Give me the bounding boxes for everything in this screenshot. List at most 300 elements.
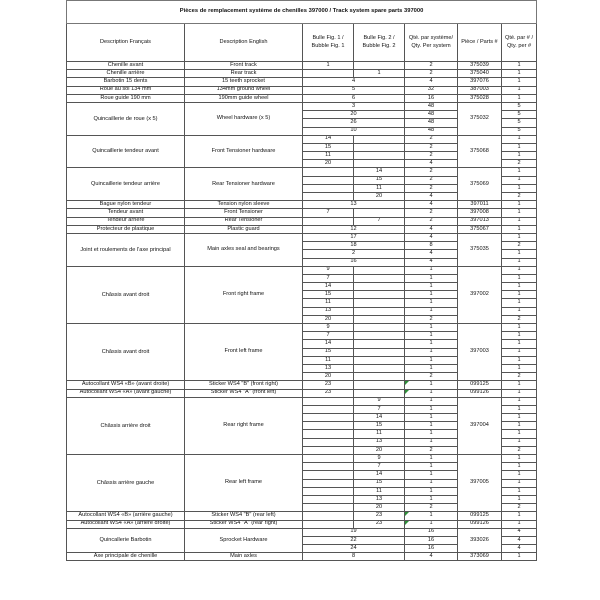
qty-per-system: 4: [405, 258, 458, 266]
description-fr: Châssis arrière gauche: [67, 455, 185, 512]
bubble-fig1: 20: [303, 373, 354, 381]
bubble-fig2: 20: [354, 446, 405, 454]
part-number: 397005: [458, 455, 502, 512]
bubble-fig2: 14: [354, 414, 405, 422]
table-row: [67, 553, 537, 561]
table-row: [67, 102, 537, 110]
bubble-both-figs: 18: [303, 242, 405, 250]
qty-per-system: 1: [405, 389, 458, 397]
bubble-fig2: [354, 315, 405, 323]
table-row: [67, 233, 537, 241]
qty-per-system: 1: [405, 299, 458, 307]
bubble-both-figs: 5: [303, 86, 405, 94]
qty-per-part: 1: [502, 479, 537, 487]
qty-per-part: 2: [502, 193, 537, 201]
description-fr: Autocollant WS4 «A» (arrière droite): [67, 520, 185, 528]
header-description-en: Description English: [185, 24, 303, 62]
bubble-fig2: 23: [354, 520, 405, 528]
bubble-fig2: [354, 307, 405, 315]
qty-per-system: 1: [405, 438, 458, 446]
table-row: [67, 381, 537, 389]
qty-per-part: 2: [502, 242, 537, 250]
bubble-fig1: [303, 463, 354, 471]
qty-per-system: 1: [405, 405, 458, 413]
bubble-fig1: [303, 471, 354, 479]
description-en: Front left frame: [185, 324, 303, 381]
qty-per-system: 2: [405, 217, 458, 225]
table-title: Pièces de remplacement système de chenilles 397000 / Track system spare parts 397000: [67, 1, 537, 24]
description-en: Plastic guard: [185, 225, 303, 233]
qty-per-system: 2: [405, 315, 458, 323]
table-row: [67, 78, 537, 86]
bubble-fig1: [303, 504, 354, 512]
description-en: Rear left frame: [185, 455, 303, 512]
bubble-both-figs: 17: [303, 233, 405, 241]
bubble-fig2: [354, 381, 405, 389]
qty-per-system: 2: [405, 135, 458, 143]
qty-per-part: 1: [502, 414, 537, 422]
qty-per-part: 2: [502, 446, 537, 454]
table-row: [67, 209, 537, 217]
description-fr: Roue au sol 134 mm: [67, 86, 185, 94]
bubble-fig1: [303, 405, 354, 413]
bubble-fig2: [354, 348, 405, 356]
bubble-fig2: [354, 340, 405, 348]
description-en: Sticker WS4 "B" (front right): [185, 381, 303, 389]
table-row: [67, 455, 537, 463]
qty-per-system: 4: [405, 233, 458, 241]
qty-per-part: 1: [502, 274, 537, 282]
qty-per-part: 4: [502, 528, 537, 536]
bubble-fig1: 13: [303, 307, 354, 315]
qty-per-system: 48: [405, 111, 458, 119]
table-row: [67, 266, 537, 274]
bubble-fig1: 11: [303, 356, 354, 364]
header-description-fr: Description Français: [67, 24, 185, 62]
qty-per-part: 5: [502, 102, 537, 110]
bubble-fig1: 20: [303, 315, 354, 323]
description-fr: Joint et roulements de l'axe principal: [67, 233, 185, 266]
qty-per-system: 4: [405, 193, 458, 201]
bubble-fig2: 1: [354, 70, 405, 78]
bubble-fig2: [354, 274, 405, 282]
table-row: [67, 201, 537, 209]
header-qty-per-system: Qté. par système/ Qty. Per system: [405, 24, 458, 62]
qty-per-part: 1: [502, 135, 537, 143]
qty-per-part: 1: [502, 463, 537, 471]
table-row: [67, 225, 537, 233]
qty-per-part: 1: [502, 176, 537, 184]
description-fr: Châssis avant droit: [67, 266, 185, 323]
qty-per-system: 1: [405, 274, 458, 282]
header-bubble-fig1: Bulle Fig. 1 / Bubble Fig. 1: [303, 24, 354, 62]
qty-per-part: 1: [502, 250, 537, 258]
bubble-both-figs: 8: [303, 553, 405, 561]
bubble-both-figs: 3: [303, 102, 405, 110]
bubble-fig1: [303, 455, 354, 463]
qty-per-part: 1: [502, 455, 537, 463]
qty-per-part: 1: [502, 217, 537, 225]
qty-per-system: 1: [405, 430, 458, 438]
qty-per-part: 1: [502, 184, 537, 192]
qty-per-part: 1: [502, 422, 537, 430]
bubble-fig1: 11: [303, 152, 354, 160]
header-qty-per-part: Qté. par # / Qty. per #: [502, 24, 537, 62]
qty-per-part: 1: [502, 356, 537, 364]
qty-per-system: 1: [405, 479, 458, 487]
description-en: Tension nylon sleeve: [185, 201, 303, 209]
bubble-fig1: 13: [303, 364, 354, 372]
qty-per-system: 1: [405, 414, 458, 422]
table-row: [67, 324, 537, 332]
qty-per-part: 1: [502, 233, 537, 241]
part-number: 375032: [458, 102, 502, 135]
qty-per-part: 5: [502, 119, 537, 127]
qty-per-part: 1: [502, 397, 537, 405]
part-number: 375039: [458, 62, 502, 70]
bubble-fig2: [354, 299, 405, 307]
part-number: 375067: [458, 225, 502, 233]
bubble-fig2: [354, 209, 405, 217]
bubble-fig2: 14: [354, 168, 405, 176]
qty-per-system: 1: [405, 455, 458, 463]
qty-per-part: 1: [502, 143, 537, 151]
bubble-fig2: [354, 373, 405, 381]
qty-per-system: 1: [405, 291, 458, 299]
qty-per-system: 2: [405, 143, 458, 151]
part-number: 099125: [458, 381, 502, 389]
qty-per-part: 1: [502, 283, 537, 291]
qty-per-part: 1: [502, 94, 537, 102]
header-bubble-fig2: Bulle Fig. 2 / Bubble Fig. 2: [354, 24, 405, 62]
bubble-fig1: [303, 479, 354, 487]
description-fr: Tendeur avant: [67, 209, 185, 217]
qty-per-system: 2: [405, 62, 458, 70]
qty-per-system: 48: [405, 127, 458, 135]
part-number: 375068: [458, 135, 502, 168]
qty-per-part: 1: [502, 78, 537, 86]
bubble-fig2: 20: [354, 193, 405, 201]
table-header-row: [67, 24, 537, 62]
part-number: 393026: [458, 528, 502, 553]
qty-per-part: 2: [502, 373, 537, 381]
bubble-fig1: 23: [303, 381, 354, 389]
table-row: [67, 528, 537, 536]
bubble-fig2: 7: [354, 463, 405, 471]
bubble-fig1: [303, 414, 354, 422]
qty-per-part: 4: [502, 545, 537, 553]
qty-per-part: 1: [502, 487, 537, 495]
qty-per-part: 1: [502, 520, 537, 528]
part-number: 397011: [458, 201, 502, 209]
qty-per-system: 4: [405, 201, 458, 209]
qty-per-system: 16: [405, 94, 458, 102]
description-fr: Protecteur de plastique: [67, 225, 185, 233]
bubble-fig1: 14: [303, 135, 354, 143]
description-en: Sticker WS4 "A" (rear right): [185, 520, 303, 528]
qty-per-part: 1: [502, 430, 537, 438]
qty-per-system: 2: [405, 446, 458, 454]
bubble-fig2: 13: [354, 495, 405, 503]
bubble-fig2: 15: [354, 479, 405, 487]
qty-per-part: 1: [502, 438, 537, 446]
qty-per-system: 1: [405, 381, 458, 389]
part-number: 375028: [458, 94, 502, 102]
qty-per-part: 1: [502, 324, 537, 332]
qty-per-system: 16: [405, 528, 458, 536]
qty-per-part: 2: [502, 504, 537, 512]
qty-per-system: 16: [405, 545, 458, 553]
bubble-fig1: 11: [303, 299, 354, 307]
qty-per-part: 1: [502, 299, 537, 307]
part-number: 397008: [458, 209, 502, 217]
description-en: Main axles: [185, 553, 303, 561]
bubble-fig2: 15: [354, 422, 405, 430]
description-fr: Quincaillerie tendeur arrière: [67, 168, 185, 201]
part-number: 397013: [458, 217, 502, 225]
bubble-both-figs: 26: [303, 119, 405, 127]
qty-per-system: 1: [405, 397, 458, 405]
bubble-fig2: [354, 62, 405, 70]
part-number: 397003: [458, 324, 502, 381]
bubble-fig2: [354, 332, 405, 340]
bubble-fig1: 20: [303, 160, 354, 168]
bubble-fig2: 11: [354, 430, 405, 438]
bubble-fig1: [303, 495, 354, 503]
qty-per-system: 1: [405, 283, 458, 291]
bubble-both-figs: 2: [303, 250, 405, 258]
qty-per-system: 1: [405, 364, 458, 372]
qty-per-part: 1: [502, 225, 537, 233]
qty-per-system: 8: [405, 242, 458, 250]
bubble-fig1: 1: [303, 62, 354, 70]
bubble-fig1: [303, 193, 354, 201]
qty-per-part: 1: [502, 332, 537, 340]
description-fr: Chenille avant: [67, 62, 185, 70]
qty-per-system: 1: [405, 422, 458, 430]
bubble-fig1: 14: [303, 283, 354, 291]
description-en: 134mm ground wheel: [185, 86, 303, 94]
description-en: Front Tensioner hardware: [185, 135, 303, 168]
qty-per-part: 5: [502, 127, 537, 135]
qty-per-part: 1: [502, 364, 537, 372]
table-row: [67, 512, 537, 520]
part-number: 375040: [458, 70, 502, 78]
bubble-fig1: [303, 446, 354, 454]
qty-per-part: 1: [502, 348, 537, 356]
table-row: [67, 86, 537, 94]
bubble-fig2: [354, 389, 405, 397]
qty-per-part: 1: [502, 512, 537, 520]
description-en: Front right frame: [185, 266, 303, 323]
qty-per-part: 1: [502, 201, 537, 209]
table-row: [67, 62, 537, 70]
bubble-fig2: 14: [354, 471, 405, 479]
bubble-fig1: [303, 430, 354, 438]
description-en: Front Tensioner: [185, 209, 303, 217]
part-number: 375035: [458, 233, 502, 266]
bubble-both-figs: 10: [303, 127, 405, 135]
description-en: 15 teeth sprocket: [185, 78, 303, 86]
description-fr: Autocollant WS4 «B» (arrière gauche): [67, 512, 185, 520]
bubble-fig1: 23: [303, 389, 354, 397]
bubble-fig1: [303, 168, 354, 176]
description-fr: Tendeur arrière: [67, 217, 185, 225]
qty-per-part: 1: [502, 209, 537, 217]
qty-per-part: 1: [502, 168, 537, 176]
description-en: Rear Tensioner: [185, 217, 303, 225]
bubble-fig2: 11: [354, 487, 405, 495]
spare-parts-table: [66, 0, 537, 561]
header-part-number: Pièce / Parts #: [458, 24, 502, 62]
table-row: [67, 217, 537, 225]
qty-per-system: 1: [405, 495, 458, 503]
description-en: Wheel hardware (x 5): [185, 102, 303, 135]
qty-per-system: 2: [405, 504, 458, 512]
table-row: [67, 397, 537, 405]
qty-per-system: 4: [405, 250, 458, 258]
spare-parts-sheet: [66, 0, 536, 561]
description-en: Main axles seal and bearings: [185, 233, 303, 266]
qty-per-system: 1: [405, 512, 458, 520]
bubble-fig2: [354, 291, 405, 299]
table-row: [67, 135, 537, 143]
qty-per-part: 4: [502, 536, 537, 544]
qty-per-system: 1: [405, 520, 458, 528]
bubble-both-figs: 19: [303, 528, 405, 536]
qty-per-system: 1: [405, 463, 458, 471]
bubble-fig2: [354, 143, 405, 151]
bubble-fig1: 15: [303, 143, 354, 151]
description-fr: Quincallerie Barbotin: [67, 528, 185, 553]
qty-per-part: 1: [502, 389, 537, 397]
qty-per-system: 2: [405, 373, 458, 381]
bubble-fig2: 7: [354, 405, 405, 413]
bubble-both-figs: 12: [303, 225, 405, 233]
description-fr: Bague nylon tendeur: [67, 201, 185, 209]
description-fr: Autocollant WS4 «A» (avant gauche): [67, 389, 185, 397]
bubble-both-figs: 24: [303, 545, 405, 553]
bubble-fig1: [303, 512, 354, 520]
bubble-fig1: [303, 438, 354, 446]
qty-per-system: 4: [405, 160, 458, 168]
bubble-fig2: 7: [354, 217, 405, 225]
part-number: 375069: [458, 168, 502, 201]
bubble-fig1: 15: [303, 291, 354, 299]
qty-per-system: 2: [405, 70, 458, 78]
description-fr: Quincaillerie de roue (x 5): [67, 102, 185, 135]
bubble-fig1: 14: [303, 340, 354, 348]
bubble-fig2: 9: [354, 397, 405, 405]
description-fr: Chenille arrière: [67, 70, 185, 78]
bubble-fig1: 15: [303, 348, 354, 356]
qty-per-part: 1: [502, 381, 537, 389]
bubble-both-figs: 20: [303, 111, 405, 119]
qty-per-part: 1: [502, 266, 537, 274]
description-en: 190mm guide wheel: [185, 94, 303, 102]
bubble-both-figs: 16: [303, 258, 405, 266]
qty-per-system: 1: [405, 487, 458, 495]
bubble-fig1: [303, 217, 354, 225]
table-row: [67, 94, 537, 102]
qty-per-part: 1: [502, 291, 537, 299]
bubble-fig2: [354, 160, 405, 168]
bubble-fig1: [303, 184, 354, 192]
qty-per-part: 1: [502, 152, 537, 160]
bubble-fig1: 7: [303, 332, 354, 340]
table-row: [67, 520, 537, 528]
qty-per-system: 1: [405, 266, 458, 274]
bubble-fig1: [303, 422, 354, 430]
qty-per-system: 1: [405, 324, 458, 332]
parts-table-body: [67, 62, 537, 561]
bubble-fig2: 13: [354, 438, 405, 446]
qty-per-system: 48: [405, 119, 458, 127]
qty-per-system: 1: [405, 340, 458, 348]
bubble-fig1: [303, 487, 354, 495]
bubble-fig2: [354, 135, 405, 143]
qty-per-part: 1: [502, 258, 537, 266]
description-fr: Axe principale de chenille: [67, 553, 185, 561]
bubble-fig2: 11: [354, 184, 405, 192]
qty-per-system: 2: [405, 184, 458, 192]
description-fr: Barbotin 15 dents: [67, 78, 185, 86]
qty-per-part: 2: [502, 315, 537, 323]
bubble-both-figs: 4: [303, 78, 405, 86]
qty-per-system: 1: [405, 348, 458, 356]
qty-per-system: 1: [405, 332, 458, 340]
description-en: Sticker WS4 "B" (rear left): [185, 512, 303, 520]
qty-per-system: 1: [405, 356, 458, 364]
bubble-fig2: [354, 283, 405, 291]
qty-per-part: 1: [502, 307, 537, 315]
qty-per-system: 16: [405, 536, 458, 544]
table-row: [67, 389, 537, 397]
bubble-fig1: 7: [303, 274, 354, 282]
bubble-fig1: [303, 520, 354, 528]
qty-per-part: 1: [502, 471, 537, 479]
qty-per-part: 1: [502, 62, 537, 70]
bubble-fig1: 9: [303, 266, 354, 274]
bubble-fig2: [354, 356, 405, 364]
qty-per-system: 4: [405, 78, 458, 86]
bubble-fig1: [303, 176, 354, 184]
description-fr: Quincaillerie tendeur avant: [67, 135, 185, 168]
description-en: Rear right frame: [185, 397, 303, 454]
bubble-fig1: 9: [303, 324, 354, 332]
bubble-fig2: 15: [354, 176, 405, 184]
description-fr: Châssis arrière droit: [67, 397, 185, 454]
qty-per-part: 1: [502, 495, 537, 503]
part-number: 099126: [458, 520, 502, 528]
bubble-fig2: 20: [354, 504, 405, 512]
part-number: 397076: [458, 78, 502, 86]
qty-per-part: 5: [502, 111, 537, 119]
table-row: [67, 70, 537, 78]
description-en: Front track: [185, 62, 303, 70]
part-number: 387003: [458, 86, 502, 94]
qty-per-system: 2: [405, 168, 458, 176]
qty-per-part: 1: [502, 70, 537, 78]
qty-per-part: 1: [502, 86, 537, 94]
bubble-both-figs: 22: [303, 536, 405, 544]
bubble-fig2: [354, 152, 405, 160]
qty-per-system: 1: [405, 471, 458, 479]
part-number: 397002: [458, 266, 502, 323]
part-number: 099126: [458, 389, 502, 397]
part-number: 099125: [458, 512, 502, 520]
bubble-fig2: [354, 266, 405, 274]
